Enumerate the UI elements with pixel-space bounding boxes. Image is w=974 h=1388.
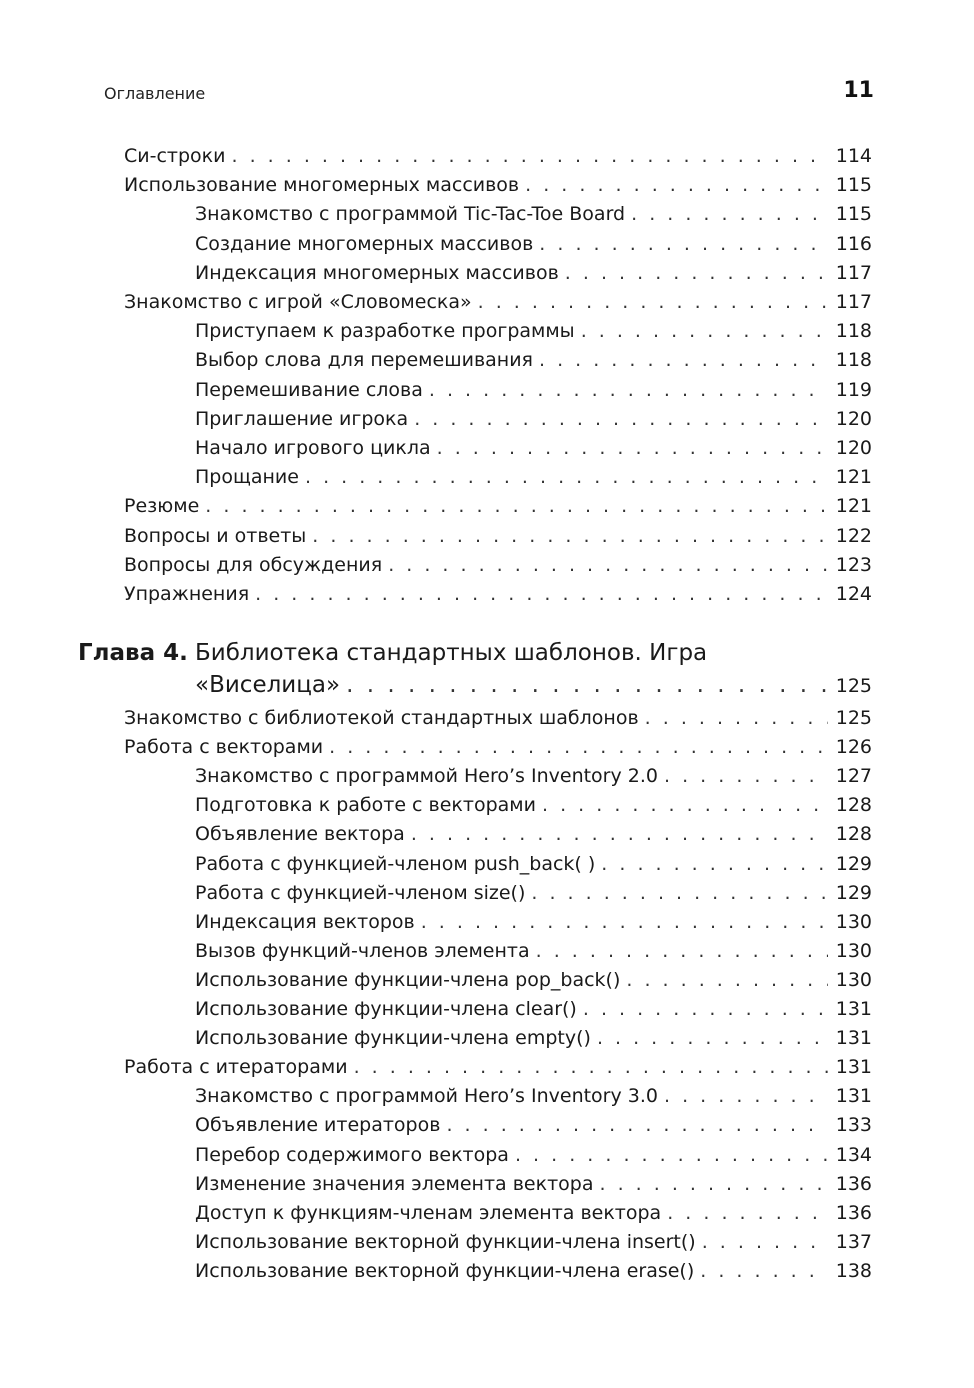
dot-leader bbox=[429, 376, 828, 404]
toc-entry[interactable] bbox=[195, 937, 872, 965]
toc-entry-title: Изменение значения элемента вектора bbox=[195, 1172, 594, 1195]
toc-entry-page: 114 bbox=[835, 145, 872, 167]
toc-entry[interactable] bbox=[195, 1228, 872, 1256]
toc-entry-title: Работа с функцией-членом push_back( ) bbox=[195, 852, 596, 875]
toc-entry-page: 121 bbox=[835, 495, 872, 518]
dot-leader bbox=[531, 879, 828, 907]
chapter-label: Глава 4. bbox=[78, 640, 188, 666]
dot-leader bbox=[539, 346, 828, 374]
toc-entry-title: Приглашение игрока bbox=[195, 407, 409, 430]
toc-entry[interactable] bbox=[195, 995, 872, 1023]
dot-leader bbox=[411, 820, 828, 848]
toc-entry-title: Вопросы для обсуждения bbox=[124, 553, 383, 576]
toc-entry[interactable] bbox=[124, 171, 872, 199]
toc-entry[interactable] bbox=[195, 791, 872, 819]
toc-entry-page: 130 bbox=[835, 968, 872, 991]
toc-entry-page: 128 bbox=[835, 794, 872, 817]
toc-entry-page: 115 bbox=[835, 203, 872, 226]
toc-entry-page: 131 bbox=[835, 1027, 872, 1050]
toc-entry-title: Упражнения bbox=[124, 583, 250, 605]
dot-leader bbox=[597, 1024, 828, 1052]
dot-leader bbox=[645, 704, 828, 732]
toc-entry-title: Использование функции-члена clear() bbox=[195, 998, 577, 1020]
toc-entry-title: Приступаем к разработке программы bbox=[195, 320, 575, 343]
toc-entry-page: 121 bbox=[835, 466, 872, 489]
toc-entry-title: Перебор содержимого вектора bbox=[195, 1143, 509, 1166]
toc-entry-title: Индексация многомерных массивов bbox=[195, 261, 559, 284]
toc-entry-title: Знакомство с библиотекой стандартных шаблонов bbox=[124, 707, 639, 729]
toc-entry[interactable] bbox=[195, 1024, 872, 1052]
toc-entry[interactable] bbox=[195, 879, 872, 907]
toc-entry-page: 117 bbox=[835, 261, 872, 284]
toc-entry-title: Вопросы и ответы bbox=[124, 524, 307, 547]
toc-entry-title: Доступ к функциям-членам элемента вектора bbox=[195, 1201, 662, 1224]
dot-leader bbox=[312, 522, 828, 550]
dot-leader bbox=[354, 1053, 828, 1081]
dot-leader bbox=[478, 288, 828, 316]
page-number: 11 bbox=[843, 78, 874, 103]
toc-entry[interactable] bbox=[124, 492, 872, 520]
toc-entry[interactable] bbox=[195, 762, 872, 790]
dot-leader bbox=[346, 670, 828, 700]
toc-entry-title: Создание многомерных массивов bbox=[195, 232, 534, 255]
toc-entry-title: Вызов функций-членов элемента bbox=[195, 939, 530, 962]
toc-entry-page: 123 bbox=[835, 553, 872, 576]
toc-entry-title: Начало игрового цикла bbox=[195, 437, 431, 459]
toc-entry-page: 120 bbox=[835, 437, 872, 459]
toc-entry-page: 129 bbox=[835, 852, 872, 875]
dot-leader bbox=[255, 580, 828, 608]
toc-entry[interactable] bbox=[195, 908, 872, 936]
dot-leader bbox=[515, 1141, 828, 1169]
toc-entry[interactable] bbox=[195, 259, 872, 287]
toc-entry[interactable] bbox=[195, 1082, 872, 1110]
dot-leader bbox=[539, 230, 828, 258]
toc-entry[interactable] bbox=[124, 733, 872, 761]
chapter-title-line2: «Виселица» bbox=[195, 672, 341, 698]
toc-entry-title: Резюме bbox=[124, 495, 200, 518]
toc-entry-title: Использование многомерных массивов bbox=[124, 174, 520, 197]
toc-entry[interactable] bbox=[124, 522, 872, 550]
toc-entry-page: 130 bbox=[835, 939, 872, 962]
dot-leader bbox=[702, 1228, 828, 1256]
dot-leader bbox=[329, 733, 828, 761]
toc-entry-title: Перемешивание слова bbox=[195, 378, 423, 401]
toc-entry[interactable] bbox=[195, 1199, 872, 1227]
dot-leader bbox=[421, 908, 828, 936]
dot-leader bbox=[388, 551, 828, 579]
toc-entry[interactable] bbox=[195, 463, 872, 491]
toc-entry-page: 138 bbox=[835, 1259, 872, 1282]
dot-leader bbox=[664, 762, 828, 790]
toc-entry[interactable] bbox=[195, 376, 872, 404]
toc-entry[interactable] bbox=[195, 1141, 872, 1169]
dot-leader bbox=[525, 171, 828, 199]
dot-leader bbox=[667, 1199, 828, 1227]
toc-entry[interactable] bbox=[124, 1053, 872, 1081]
dot-leader bbox=[601, 850, 828, 878]
dot-leader bbox=[583, 995, 828, 1023]
dot-leader bbox=[536, 937, 828, 965]
toc-entry[interactable] bbox=[195, 1257, 872, 1285]
toc-entry-page: 136 bbox=[835, 1172, 872, 1195]
toc-entry-title: Прощание bbox=[195, 466, 299, 489]
toc-entry-page: 124 bbox=[835, 583, 872, 605]
toc-entry-title: Выбор слова для перемешивания bbox=[195, 349, 533, 372]
toc-entry[interactable] bbox=[124, 142, 872, 170]
chapter-title-continued[interactable] bbox=[195, 670, 872, 700]
toc-entry[interactable] bbox=[195, 200, 872, 228]
toc-entry-title: Индексация векторов bbox=[195, 910, 415, 933]
toc-entry-page: 136 bbox=[835, 1201, 872, 1224]
dot-leader bbox=[581, 317, 828, 345]
toc-entry-title: Использование векторной функции-члена erase() bbox=[195, 1259, 695, 1282]
toc-entry-title: Работа с векторами bbox=[124, 736, 324, 759]
toc-entry[interactable] bbox=[195, 434, 872, 462]
dot-leader bbox=[446, 1111, 828, 1139]
toc-entry-title: Объявление вектора bbox=[195, 823, 405, 846]
toc-entry[interactable] bbox=[124, 288, 872, 316]
toc-entry-page: 118 bbox=[835, 320, 872, 343]
toc-entry-page: 118 bbox=[835, 349, 872, 372]
dot-leader bbox=[437, 434, 828, 462]
toc-entry-page: 122 bbox=[835, 524, 872, 547]
toc-entry-page: 131 bbox=[835, 1056, 872, 1079]
toc-entry-page: 131 bbox=[835, 998, 872, 1020]
toc-entry[interactable] bbox=[195, 230, 872, 258]
toc-entry-page: 127 bbox=[835, 765, 872, 788]
toc-entry-page: 119 bbox=[835, 378, 872, 401]
toc-entry[interactable] bbox=[195, 405, 872, 433]
dot-leader bbox=[414, 405, 828, 433]
toc-entry[interactable] bbox=[195, 1111, 872, 1139]
toc-entry[interactable] bbox=[124, 551, 872, 579]
toc-entry[interactable] bbox=[124, 704, 872, 732]
toc-entry[interactable] bbox=[195, 346, 872, 374]
toc-entry[interactable] bbox=[195, 850, 872, 878]
toc-entry-title: Си-строки bbox=[124, 145, 226, 167]
chapter-title[interactable]: Библиотека стандартных шаблонов. Игра bbox=[195, 640, 708, 666]
toc-entry-page: 130 bbox=[835, 910, 872, 933]
toc-entry-page: 129 bbox=[835, 881, 872, 904]
dot-leader bbox=[626, 966, 828, 994]
dot-leader bbox=[600, 1170, 829, 1198]
toc-entry-page: 126 bbox=[835, 736, 872, 759]
toc-entry-title: Знакомство с программой Hero’s Inventory 3.0 bbox=[195, 1085, 658, 1108]
toc-entry-page: 125 bbox=[835, 707, 872, 729]
dot-leader bbox=[305, 463, 828, 491]
toc-entry-page: 115 bbox=[835, 174, 872, 197]
dot-leader bbox=[664, 1082, 828, 1110]
dot-leader bbox=[700, 1257, 828, 1285]
chapter-page-number: 125 bbox=[835, 675, 872, 697]
toc-entry-title: Использование векторной функции-члена insert() bbox=[195, 1230, 696, 1253]
toc-entry-page: 128 bbox=[835, 823, 872, 846]
toc-entry[interactable] bbox=[195, 966, 872, 994]
toc-entry-title: Работа с итераторами bbox=[124, 1056, 348, 1079]
toc-entry-page: 117 bbox=[835, 291, 872, 313]
toc-entry-page: 120 bbox=[835, 407, 872, 430]
toc-entry-title: Работа с функцией-членом size() bbox=[195, 881, 526, 904]
toc-entry-page: 116 bbox=[835, 232, 872, 255]
toc-entry[interactable] bbox=[195, 317, 872, 345]
toc-entry-page: 137 bbox=[835, 1230, 872, 1253]
toc-entry-title: Объявление итераторов bbox=[195, 1114, 441, 1137]
dot-leader bbox=[565, 259, 828, 287]
toc-entry[interactable] bbox=[195, 820, 872, 848]
dot-leader bbox=[542, 791, 828, 819]
toc-entry[interactable] bbox=[124, 580, 872, 608]
toc-entry-page: 134 bbox=[835, 1143, 872, 1166]
toc-entry-title: Знакомство с программой Hero’s Inventory 2.0 bbox=[195, 765, 658, 788]
toc-entry-title: Подготовка к работе с векторами bbox=[195, 794, 536, 817]
toc-entry[interactable] bbox=[195, 1170, 872, 1198]
toc-entry-title: Использование функции-члена empty() bbox=[195, 1027, 591, 1050]
toc-entry-title: Использование функции-члена pop_back() bbox=[195, 968, 621, 991]
running-title: Оглавление bbox=[104, 84, 206, 103]
toc-entry-page: 133 bbox=[835, 1114, 872, 1137]
dot-leader bbox=[205, 492, 828, 520]
toc-entry-page: 131 bbox=[835, 1085, 872, 1108]
toc-entry-title: Знакомство с программой Tic-Tac-Toe Board bbox=[195, 203, 626, 226]
dot-leader bbox=[631, 200, 828, 228]
toc-entry-title: Знакомство с игрой «Словомеска» bbox=[124, 291, 472, 313]
dot-leader bbox=[232, 142, 829, 170]
